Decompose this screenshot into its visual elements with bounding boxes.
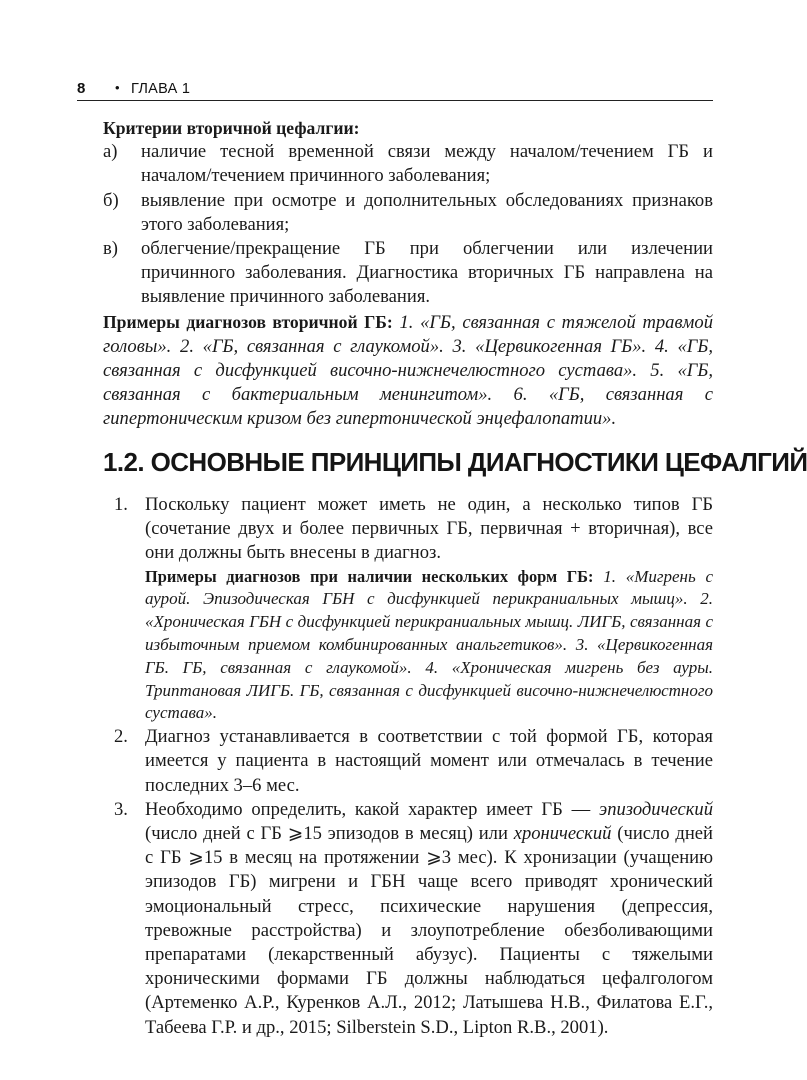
secondary-examples-text: 1. «ГБ, связанная с тяжелой травмой головы». 2. «ГБ, связанная с глаукомой». 3. «Цервикогенная ГБ». 4. «ГБ, связанная с дисфункцией височно-нижнечелюстного сустава». 5. «ГБ, связанная с бактериальным менингитом». 6. «ГБ, связанная с гипертоническим кризом без гипертонической энцефалопатии». <box>103 311 713 430</box>
criteria-text: наличие тесной временной связи между началом/течением ГБ и началом/течением причинного заболевания; <box>141 141 713 187</box>
principle-marker: 3. <box>114 798 128 820</box>
criteria-text: выявление при осмотре и дополнительных обследованиях признаков этого заболевания; <box>141 189 713 235</box>
page-number: 8 <box>77 80 86 97</box>
term-episodic: эпизодический <box>599 798 713 820</box>
principle-item <box>114 725 713 798</box>
multi-form-examples-text: 1. «Мигрень с аурой. Эпизодическая ГБН с дисфункцией перикраниальных мышц». 2. «Хроническая ГБН с дисфункцией перикраниальных мышц. ЛИГБ, связанная с избыточным приемом комбинированных анальгетиков». 3. «Цервикогенная ГБ. ГБ, связанная с глаукомой». 4. «Хроническая мигрень без ауры. Триптановая ЛИГБ. ГБ, связанная с дисфункцией височно-нижнечелюстного сустава». <box>145 566 713 723</box>
section-heading: 1.2. ОСНОВНЫЕ ПРИНЦИПЫ ДИАГНОСТИКИ ЦЕФАЛГИЙ <box>103 447 807 477</box>
principle-item <box>114 798 713 1040</box>
multi-form-examples-label: Примеры диагнозов при наличии нескольких форм ГБ: <box>145 566 594 586</box>
secondary-examples <box>103 310 713 432</box>
principles-list <box>114 493 713 1040</box>
page-body <box>103 116 713 432</box>
criteria-title: Критерии вторичной цефалгии: <box>103 118 360 138</box>
principle-text-a: Необходимо определить, какой характер имеет ГБ — <box>145 798 600 820</box>
principle-text-b: (число дней с ГБ ⩾15 эпизодов в месяц) или <box>145 823 514 844</box>
header-bullet: • <box>115 80 120 95</box>
principle-text: Поскольку пациент может иметь не один, а несколько типов ГБ (сочетание двух и более первичных ГБ, первичная + вторичная), все они должны быть внесены в диагноз. <box>145 494 713 564</box>
principle-marker: 1. <box>114 494 128 515</box>
secondary-examples-label: Примеры диагнозов вторичной ГБ: <box>103 311 393 332</box>
criteria-item <box>103 189 713 237</box>
criteria-marker: б) <box>103 189 119 211</box>
criteria-text: облегчение/прекращение ГБ при облегчении или излечении причинного заболевания. Диагностика вторичных ГБ направлена на выявление причинного заболевания. <box>141 238 713 308</box>
term-chronic: хронический <box>513 823 612 844</box>
principle-item <box>114 493 713 725</box>
chapter-label: ГЛАВА 1 <box>131 81 191 97</box>
principle-marker: 2. <box>114 726 128 748</box>
multi-form-examples <box>145 566 713 726</box>
header-rule <box>77 100 713 101</box>
criteria-item <box>103 140 713 188</box>
principle-text-c: (число дней с ГБ ⩾15 в месяц на протяжении ⩾3 мес). К хронизации (учащению эпизодов ГБ) мигрени и ГБН чаще всего приводят хронический эмоциональный стресс, психические нарушения (депрессия, тревожные расстройства) и злоупотребление обезболивающими препаратами (лекарственный абузус). Пациенты с тяжелыми хроническими формами ГБ должны наблюдаться цефалгологом (Артеменко А.Р., Куренков А.Л., 2012; Латышева Н.В., Филатова Е.Г., Табеева Г.Р. и др., 2015; Silberstein S.D., Lipton R.B., 2001). <box>145 823 713 1038</box>
running-header <box>77 80 711 100</box>
criteria-item <box>103 237 713 310</box>
principle-text <box>145 798 713 1040</box>
principle-text: Диагноз устанавливается в соответствии с той формой ГБ, которая имеется у пациента в настоящий момент или отмечалась в течение последних 3–6 мес. <box>145 726 713 796</box>
criteria-list <box>103 140 713 309</box>
criteria-marker: в) <box>103 238 118 260</box>
criteria-marker: а) <box>103 141 118 163</box>
